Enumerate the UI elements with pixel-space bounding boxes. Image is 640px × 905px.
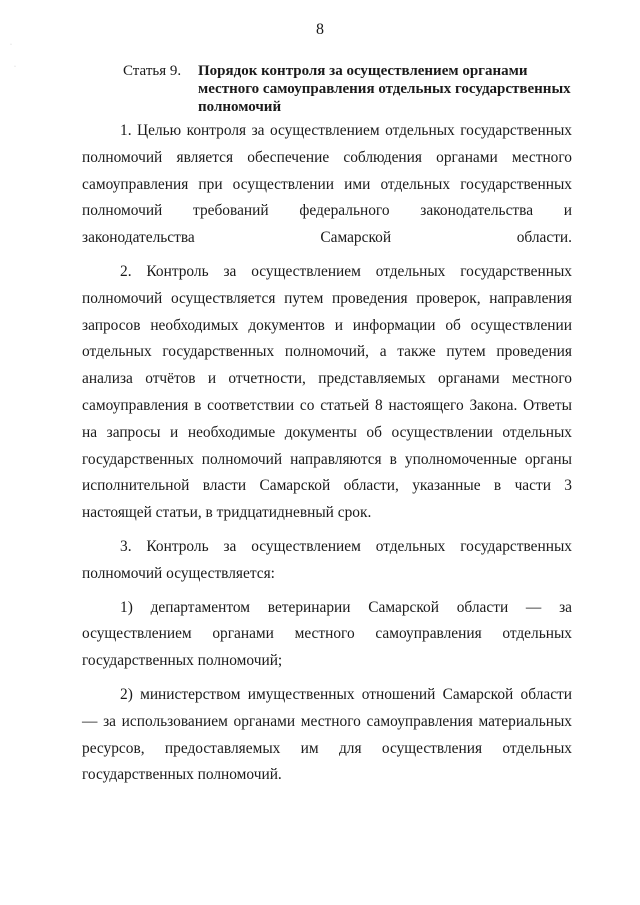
list-item-property-ministry: 2) министерством имущественных отношений Самарской области — за использованием органами местного самоуправления материальных ресурсов, предоставляемых им для осуществления отдельных государственных полномочий. [82, 685, 572, 784]
paragraph-purpose: 1. Целью контроля за осуществлением отдельных государственных полномочий является обеспечение соблюдения органами местного самоуправления при осуществлении ими отдельных государственных полномочий требований федерального законодательства и законодательства Самарской области. [82, 122, 572, 247]
document-body [82, 118, 572, 789]
article-title: Порядок контроля за осуществлением органами местного самоуправления отдельных государственных полномочий [198, 63, 571, 115]
list-item-veterinary-department: 1) департаментом ветеринарии Самарской области — за осуществлением органами местного самоуправления отдельных государственных полномочий; [82, 598, 572, 670]
page-number: 8 [316, 21, 324, 38]
article-number: Статья 9. [123, 63, 182, 79]
scan-artifact: · [14, 64, 16, 70]
paragraph-control-methods: 2. Контроль за осуществлением отдельных государственных полномочий осуществляется путем проведения проверок, направления запросов необходимых документов и информации об осуществлении отдельных государственных полномочий, а также путем проведения анализа отчётов и отчетности, представляемых органами местного самоуправления в соответствии со статьей 8 настоящего Закона. Ответы на запросы и необходимые документы об осуществлении отдельных государственных полномочий направляются в уполномоченные органы исполнительной власти Самарской области, указанные в части 3 настоящей статьи, в тридцатидневный срок. [82, 262, 572, 522]
paragraph-control-bodies: 3. Контроль за осуществлением отдельных государственных полномочий осуществляется: [82, 537, 572, 582]
scan-artifact: · [10, 42, 12, 48]
